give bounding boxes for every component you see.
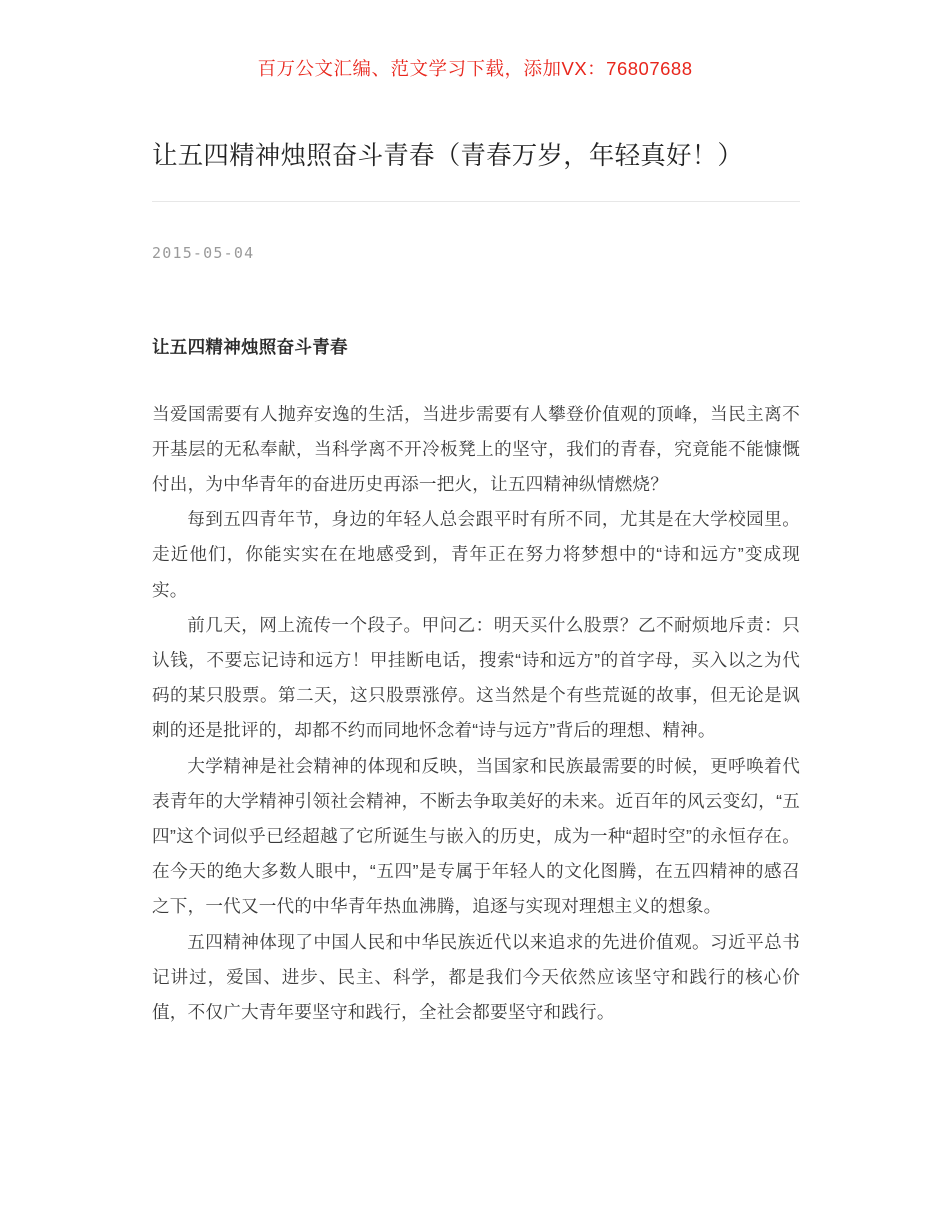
paragraph: 前几天，网上流传一个段子。甲问乙：明天买什么股票？乙不耐烦地斥责：只认钱，不要忘记诗和远方！甲挂断电话，搜索“诗和远方”的首字母，买入以之为代码的某只股票。第二天，这只股票涨停。这当然是个有些荒诞的故事，但无论是讽刺的还是批评的，却都不约而同地怀念着“诗与远方”背后的理想、精神。 [152,614,800,741]
paragraph: 每到五四青年节，身边的年轻人总会跟平时有所不同，尤其是在大学校园里。走近他们，你能实实在在地感受到，青年正在努力将梦想中的“诗和远方”变成现实。 [152,509,800,600]
paragraph: 五四精神体现了中国人民和中华民族近代以来追求的先进价值观。习近平总书记讲过，爱国、进步、民主、科学，都是我们今天依然应该坚守和践行的核心价值，不仅广大青年要坚守和践行，全社会都要坚守和践行。 [152,931,800,1022]
publish-date: 2015-05-04 [152,243,255,262]
title-divider [152,201,800,202]
article-heading: 让五四精神烛照奋斗青春 [152,336,348,357]
page-title: 让五四精神烛照奋斗青春（青春万岁，年轻真好！） [152,142,744,170]
promo-banner-text: 百万公文汇编、范文学习下载，添加VX：76807688 [257,58,693,79]
article-body [152,397,800,1030]
paragraph: 当爱国需要有人抛弃安逸的生活，当进步需要有人攀登价值观的顶峰，当民主离不开基层的无私奉献，当科学离不开冷板凳上的坚守，我们的青春，究竟能不能慷慨付出，为中华青年的奋进历史再添一把火，让五四精神纵情燃烧？ [152,403,800,495]
paragraph: 大学精神是社会精神的体现和反映，当国家和民族最需要的时候，更呼唤着代表青年的大学精神引领社会精神，不断去争取美好的未来。近百年的风云变幻，“五四”这个词似乎已经超越了它所诞生与嵌入的历史，成为一种“超时空”的永恒存在。在今天的绝大多数人眼中，“五四”是专属于年轻人的文化图腾，在五四精神的感召之下，一代又一代的中华青年热血沸腾，追逐与实现对理想主义的想象。 [152,755,800,917]
document-content [0,81,950,1030]
